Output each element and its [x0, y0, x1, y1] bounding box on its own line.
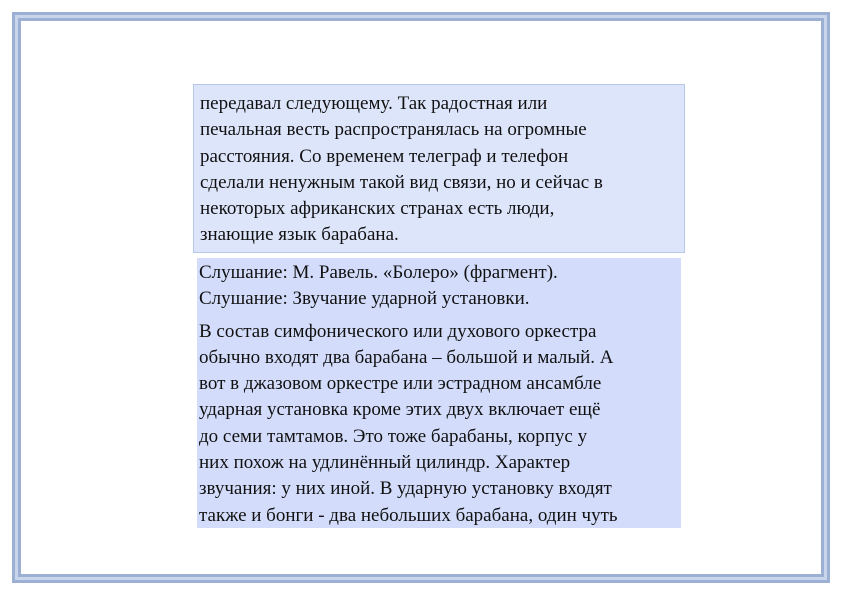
paragraph-line: звучания: у них иной. В ударную установку входят [199, 478, 612, 500]
paragraph-line: знающие язык барабана. [200, 224, 399, 246]
paragraph-line: В состав симфонического или духового оркестра [199, 320, 597, 342]
paragraph-line: до семи тамтамов. Это тоже барабаны, корпус у [199, 425, 588, 447]
listening-drum-kit: Слушание: Звучание ударной установки. [199, 288, 530, 310]
paragraph-line: сделали ненужным такой вид связи, но и сейчас в [200, 171, 603, 193]
paragraph-line: ударная установка кроме этих двух включает ещё [199, 399, 601, 421]
paragraph-line: расстояния. Со временем телеграф и телефон [200, 145, 569, 167]
paragraph-line: некоторых африканских странах есть люди, [200, 198, 555, 220]
paragraph-line: них похож на удлинённый цилиндр. Характер [199, 452, 571, 474]
paragraph-line: вот в джазовом оркестре или эстрадном ансамбле [199, 373, 602, 395]
paragraph-line: передавал следующему. Так радостная или [200, 93, 548, 114]
paragraph-line: также и бонги - два небольших барабана, один чуть [199, 504, 618, 526]
text-box-drum-kit [197, 258, 681, 528]
listening-bolero: Слушание: М. Равель. «Болеро» (фрагмент). [199, 262, 558, 283]
paragraph-line: печальная весть распространялась на огромные [200, 119, 587, 141]
paragraph-line: обычно входят два барабана – большой и малый. А [199, 346, 614, 368]
text-box-telegraph [193, 84, 685, 253]
